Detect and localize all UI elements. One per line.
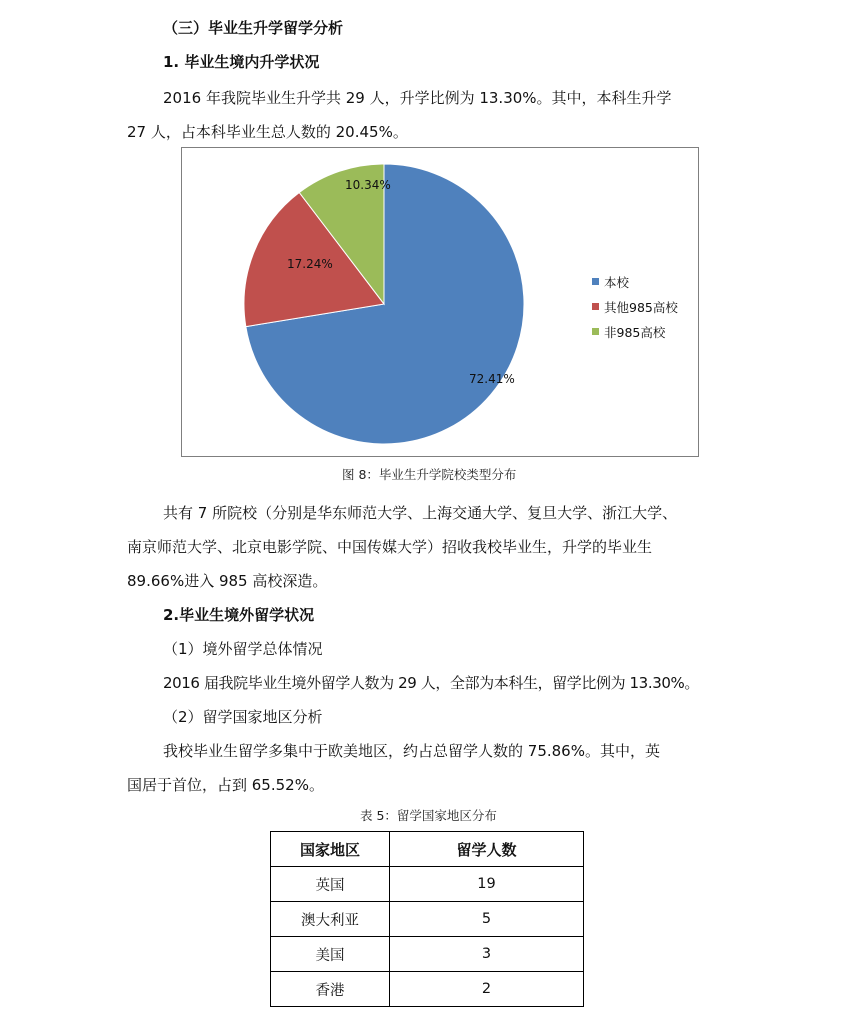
table-cell: 澳大利亚 <box>271 902 390 937</box>
table-row <box>271 972 584 1007</box>
table-cell: 美国 <box>271 937 390 972</box>
paragraph-line: 共有 7 所院校（分别是华东师范大学、上海交通大学、复旦大学、浙江大学、 <box>163 504 678 522</box>
paragraph-line: 国居于首位，占到 65.52%。 <box>127 776 324 794</box>
paragraph-line: 我校毕业生留学多集中于欧美地区，约占总留学人数的 75.86%。其中，英 <box>163 742 660 760</box>
paragraph-line: 2016 届我院毕业生境外留学人数为 29 人，全部为本科生，留学比例为 13.30%。 <box>163 674 699 692</box>
table-header-cell: 留学人数 <box>390 832 584 867</box>
paragraph-line: 27 人，占本科毕业生总人数的 20.45%。 <box>127 123 408 141</box>
figure-caption: 图 8：毕业生升学院校类型分布 <box>342 467 517 482</box>
country-distribution-table <box>270 831 584 1007</box>
legend-swatch <box>592 328 599 335</box>
table-row <box>271 937 584 972</box>
table-cell: 香港 <box>271 972 390 1007</box>
list-item-heading: （2）留学国家地区分析 <box>163 708 323 726</box>
chart-legend <box>592 269 678 344</box>
paragraph-line: 89.66%进入 985 高校深造。 <box>127 572 328 590</box>
table-cell: 5 <box>390 902 584 937</box>
subsection-title-abroad: 2.毕业生境外留学状况 <box>163 606 315 624</box>
legend-label: 其他985高校 <box>604 299 678 315</box>
pie-data-label: 17.24% <box>287 257 333 271</box>
paragraph-line: 南京师范大学、北京电影学院、中国传媒大学）招收我校毕业生，升学的毕业生 <box>127 538 653 556</box>
pie-data-label: 72.41% <box>469 372 515 386</box>
subsection-title-domestic: 1. 毕业生境内升学状况 <box>163 53 320 71</box>
table-header-cell: 国家地区 <box>271 832 390 867</box>
pie-data-label: 10.34% <box>345 178 391 192</box>
legend-label: 非985高校 <box>604 324 666 340</box>
table-cell: 19 <box>390 867 584 902</box>
legend-item-other-985 <box>592 294 678 319</box>
table-header-row <box>271 832 584 867</box>
table-cell: 2 <box>390 972 584 1007</box>
paragraph-line: 2016 年我院毕业生升学共 29 人，升学比例为 13.30%。其中，本科生升学 <box>163 89 672 107</box>
table-cell: 英国 <box>271 867 390 902</box>
table-row <box>271 867 584 902</box>
legend-swatch <box>592 303 599 310</box>
legend-label: 本校 <box>604 274 630 290</box>
legend-item-non-985 <box>592 319 678 344</box>
legend-swatch <box>592 278 599 285</box>
section-title: （三）毕业生升学留学分析 <box>163 19 344 37</box>
table-cell: 3 <box>390 937 584 972</box>
list-item-heading: （1）境外留学总体情况 <box>163 640 323 658</box>
table-caption: 表 5：留学国家地区分布 <box>360 808 497 823</box>
table-row <box>271 902 584 937</box>
legend-item-benxiao <box>592 269 678 294</box>
